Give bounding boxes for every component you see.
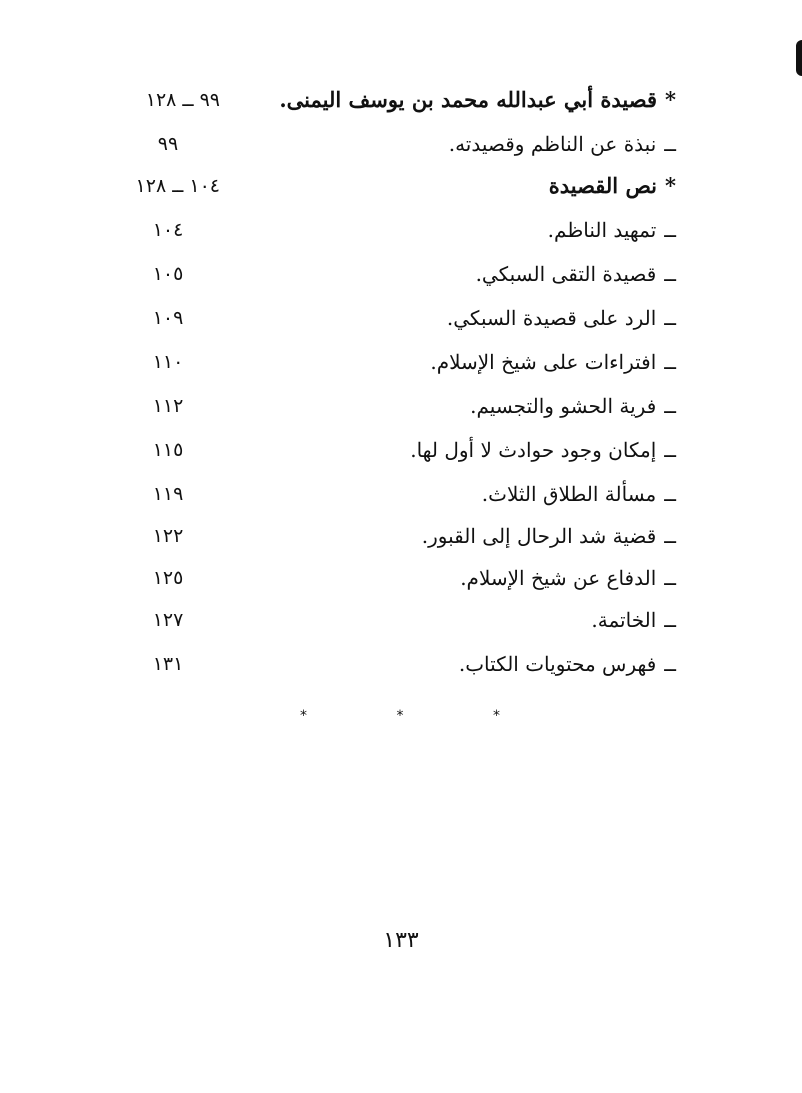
toc-page-number: ٩٩ bbox=[157, 133, 179, 155]
toc-entry bbox=[460, 558, 676, 598]
toc-page-number: ١٢٢ bbox=[152, 525, 184, 547]
toc-page-range: ١٠٤ ــ ١٢٨ bbox=[135, 175, 220, 197]
toc-entry bbox=[548, 210, 676, 250]
separator-star: * bbox=[493, 708, 500, 724]
toc-page-number: ١٠٩ bbox=[152, 307, 184, 329]
toc-row bbox=[0, 80, 802, 120]
toc-entry bbox=[449, 124, 676, 164]
toc-entry-text: فرية الحشو والتجسيم. bbox=[470, 394, 657, 418]
toc-page-range: ٩٩ ــ ١٢٨ bbox=[145, 89, 220, 111]
toc-row bbox=[0, 600, 802, 640]
toc-marker: * bbox=[665, 173, 676, 198]
toc-entry bbox=[482, 474, 676, 514]
toc-page-number: ١٠٥ bbox=[152, 263, 184, 285]
toc-marker: ــ bbox=[664, 262, 676, 286]
toc-row bbox=[0, 644, 802, 684]
toc-entry-text: قضية شد الرحال إلى القبور. bbox=[421, 524, 657, 548]
toc-page-number: ١٠٤ bbox=[152, 219, 184, 241]
toc-entry bbox=[476, 254, 676, 294]
toc-marker: ــ bbox=[664, 306, 676, 330]
toc-page-number: ١٢٥ bbox=[152, 567, 184, 589]
toc-page-number: ١٣١ bbox=[152, 653, 184, 675]
toc-marker: ــ bbox=[664, 438, 676, 462]
toc-entry bbox=[447, 298, 676, 338]
toc-entry bbox=[410, 430, 676, 470]
toc-page-number: ١١٢ bbox=[152, 395, 184, 417]
page-number: ١٣٣ bbox=[383, 928, 419, 953]
toc-marker: ــ bbox=[664, 652, 676, 676]
section-separator bbox=[300, 708, 500, 724]
toc-page-number: ١٢٧ bbox=[152, 609, 184, 631]
toc-entry bbox=[470, 386, 676, 426]
toc-page-number: ١١٥ bbox=[152, 439, 184, 461]
toc-row bbox=[0, 558, 802, 598]
toc-entry bbox=[549, 166, 676, 206]
toc-marker: ــ bbox=[664, 350, 676, 374]
toc-marker: ــ bbox=[664, 132, 676, 156]
toc-row bbox=[0, 516, 802, 556]
separator-star: * bbox=[300, 708, 307, 724]
toc-row bbox=[0, 166, 802, 206]
toc-marker: ــ bbox=[664, 482, 676, 506]
toc-entry-text: افتراءات على شيخ الإسلام. bbox=[430, 350, 657, 374]
toc-marker: ــ bbox=[664, 218, 676, 242]
toc-entry-text: نبذة عن الناظم وقصيدته. bbox=[448, 132, 657, 156]
toc-entry-text: فهرس محتويات الكتاب. bbox=[458, 652, 657, 676]
toc-entry-text: قصيدة التقى السبكي. bbox=[475, 262, 657, 286]
toc-row bbox=[0, 124, 802, 164]
toc-marker: ــ bbox=[664, 394, 676, 418]
toc-row bbox=[0, 210, 802, 250]
toc-entry bbox=[591, 600, 676, 640]
toc-entry-text: نص القصيدة bbox=[548, 173, 658, 198]
toc-entry bbox=[430, 342, 676, 382]
toc-marker: ــ bbox=[664, 608, 676, 632]
toc-row bbox=[0, 386, 802, 426]
toc-row bbox=[0, 474, 802, 514]
toc-row bbox=[0, 342, 802, 382]
toc-row bbox=[0, 430, 802, 470]
toc-marker: ــ bbox=[664, 566, 676, 590]
toc-entry-text: إمكان وجود حوادث لا أول لها. bbox=[410, 438, 657, 462]
toc-entry bbox=[279, 80, 676, 120]
toc-entry-text: تمهيد الناظم. bbox=[547, 218, 657, 242]
toc-entry-text: الخاتمة. bbox=[591, 608, 657, 632]
toc-entry-text: الرد على قصيدة السبكي. bbox=[446, 306, 657, 330]
toc-entry bbox=[422, 516, 676, 556]
toc-entry-text: الدفاع عن شيخ الإسلام. bbox=[460, 566, 657, 590]
toc-row bbox=[0, 298, 802, 338]
toc-page-number: ١١٩ bbox=[152, 483, 184, 505]
toc-entry-text: مسألة الطلاق الثلاث. bbox=[481, 482, 657, 506]
toc-entry bbox=[459, 644, 676, 684]
toc-page-number: ١١٠ bbox=[152, 351, 184, 373]
toc-row bbox=[0, 254, 802, 294]
toc-marker: ــ bbox=[664, 524, 676, 548]
separator-star: * bbox=[396, 708, 404, 724]
toc-entry-text: قصيدة أبي عبدالله محمد بن يوسف اليمنى. bbox=[279, 87, 658, 112]
toc-marker: * bbox=[665, 87, 676, 112]
